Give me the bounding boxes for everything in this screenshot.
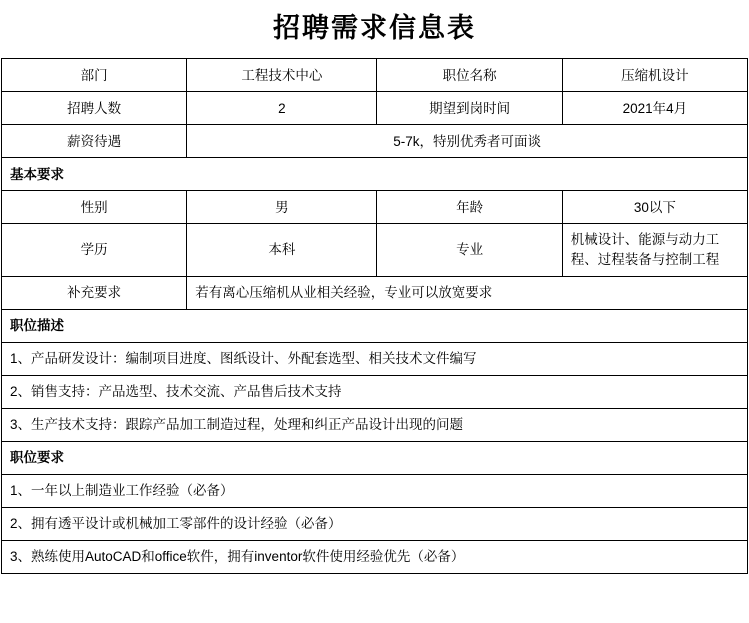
education-label: 学历 (2, 224, 187, 276)
gender-label: 性别 (2, 191, 187, 224)
table-row (2, 441, 748, 474)
section-basic-requirements: 基本要求 (2, 158, 748, 191)
education-value: 本科 (187, 224, 377, 276)
salary-value: 5-7k，特别优秀者可面谈 (187, 125, 748, 158)
table-row (2, 408, 748, 441)
age-value: 30以下 (562, 191, 747, 224)
salary-label: 薪资待遇 (2, 125, 187, 158)
table-row (2, 92, 748, 125)
age-label: 年龄 (377, 191, 562, 224)
page-title: 招聘需求信息表 (273, 13, 476, 43)
table-row (2, 59, 748, 92)
job-description-item: 2、销售支持：产品选型、技术交流、产品售后技术支持 (2, 375, 748, 408)
section-job-requirements: 职位要求 (2, 441, 748, 474)
job-requirement-item: 3、熟练使用AutoCAD和office软件，拥有inventor软件使用经验优先（必备） (2, 540, 748, 573)
position-label: 职位名称 (377, 59, 562, 92)
job-requirement-item: 1、一年以上制造业工作经验（必备） (2, 474, 748, 507)
recruitment-table (1, 58, 748, 573)
table-row (2, 224, 748, 276)
table-row (2, 342, 748, 375)
extra-requirement-label: 补充要求 (2, 276, 187, 309)
table-row (2, 191, 748, 224)
table-row (2, 125, 748, 158)
job-description-item: 3、生产技术支持：跟踪产品加工制造过程，处理和纠正产品设计出现的问题 (2, 408, 748, 441)
table-row (2, 540, 748, 573)
job-description-item: 1、产品研发设计：编制项目进度、图纸设计、外配套选型、相关技术文件编写 (2, 342, 748, 375)
section-job-description: 职位描述 (2, 309, 748, 342)
arrival-time-label: 期望到岗时间 (377, 92, 562, 125)
gender-value: 男 (187, 191, 377, 224)
major-label: 专业 (377, 224, 562, 276)
table-row (2, 507, 748, 540)
table-row (2, 276, 748, 309)
table-row (2, 375, 748, 408)
table-row (2, 158, 748, 191)
department-value: 工程技术中心 (187, 59, 377, 92)
headcount-value: 2 (187, 92, 377, 125)
department-label: 部门 (2, 59, 187, 92)
extra-requirement-value: 若有离心压缩机从业相关经验，专业可以放宽要求 (187, 276, 748, 309)
headcount-label: 招聘人数 (2, 92, 187, 125)
table-row (2, 474, 748, 507)
job-requirement-item: 2、拥有透平设计或机械加工零部件的设计经验（必备） (2, 507, 748, 540)
table-row (2, 309, 748, 342)
arrival-time-value: 2021年4月 (562, 92, 747, 125)
position-value: 压缩机设计 (562, 59, 747, 92)
major-value: 机械设计、能源与动力工程、过程装备与控制工程 (562, 224, 747, 276)
